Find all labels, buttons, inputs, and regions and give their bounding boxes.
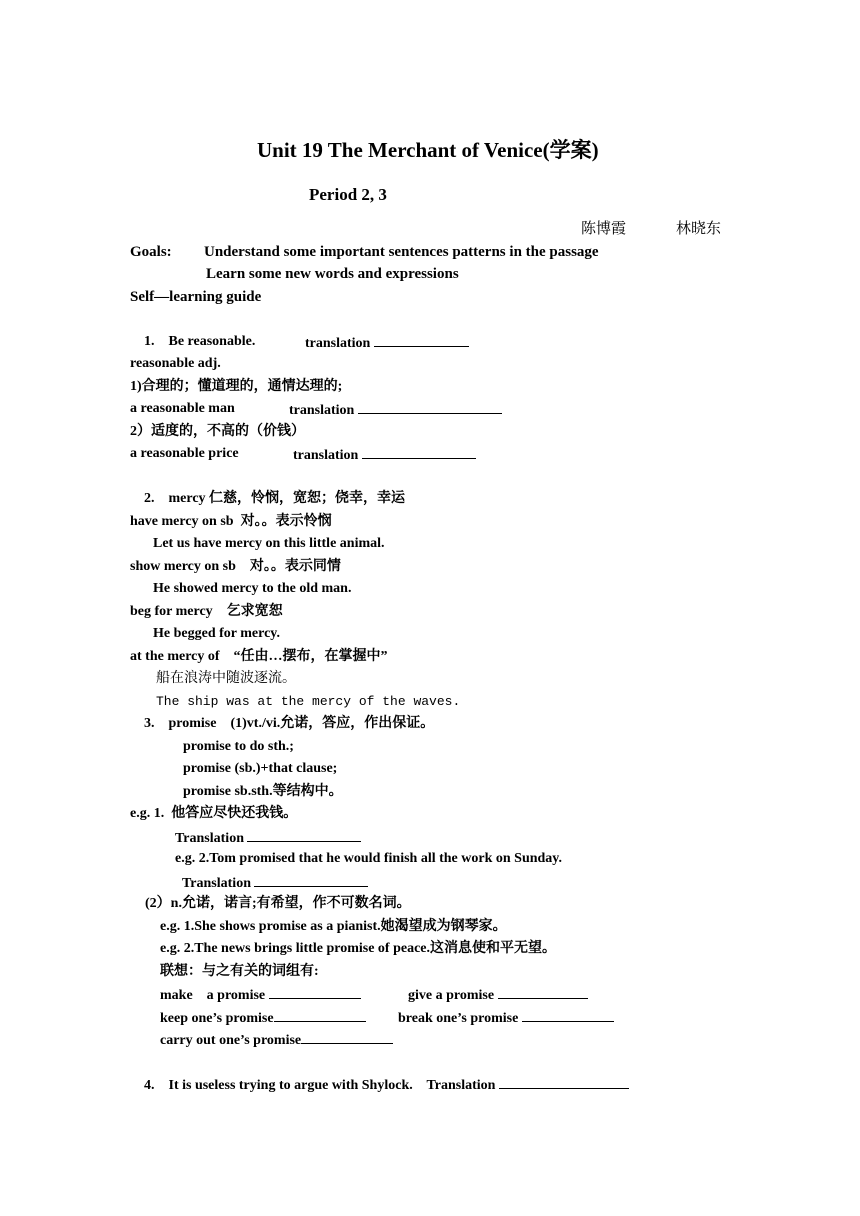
item-1-example-2-translation: translation: [293, 445, 476, 465]
item-2-phrase-1-example: Let us have mercy on this little animal.: [153, 536, 385, 551]
item-3-example-1: e.g. 1. 他答应尽快还我钱。: [130, 806, 298, 821]
guide-title: Self—learning guide: [130, 289, 262, 305]
item-2-phrase-1: have mercy on sb 对。。表示怜悯: [130, 514, 332, 529]
item-1-example-1-translation: translation: [289, 400, 502, 420]
collocation-carry-out-promise: carry out one’s promise: [160, 1030, 393, 1050]
collocation-keep-promise: keep one’s promise: [160, 1008, 366, 1028]
item-3-structure-1: promise to do sth.;: [183, 739, 294, 754]
item-3-example-1-translation: Translation: [175, 828, 361, 848]
item-2-phrase-4: at the mercy of “任由…摆布，在掌握中”: [130, 649, 388, 664]
item-3-example-2-translation: Translation: [182, 873, 368, 893]
goals-line-1: Understand some important sentences patterns in the passage: [204, 244, 599, 260]
item-3-noun-head: (2）n.允诺，诺言;有希望，作不可数名词。: [145, 896, 411, 911]
item-2-phrase-2: show mercy on sb 对。。表示同情: [130, 559, 341, 574]
item-2-head: 2. mercy 仁慈，怜悯，宽恕；侥幸，幸运: [144, 491, 406, 506]
item-1-head: 1. Be reasonable.: [144, 334, 256, 349]
author-2: 林晓东: [676, 221, 722, 237]
item-2-phrase-4-example: The ship was at the mercy of the waves.: [156, 694, 461, 709]
collocation-make-promise: make a promise: [160, 985, 361, 1005]
item-1-sense-1: 1)合理的；懂道理的，通情达理的;: [130, 379, 343, 394]
item-3-noun-example-2: e.g. 2.The news brings little promise of peace.这消息使和平无望。: [160, 941, 556, 956]
item-2-phrase-2-example: He showed mercy to the old man.: [153, 581, 352, 596]
goals-line-2: Learn some new words and expressions: [206, 266, 459, 282]
item-1-word: reasonable adj.: [130, 356, 221, 371]
item-3-structure-3: promise sb.sth.等结构中。: [183, 784, 343, 799]
item-3-head: 3. promise (1)vt./vi.允诺，答应，作出保证。: [144, 716, 435, 731]
collocation-give-promise: give a promise: [408, 985, 588, 1005]
period-label: Period 2, 3: [309, 185, 387, 204]
item-3-structure-2: promise (sb.)+that clause;: [183, 761, 338, 776]
page-title: Unit 19 The Merchant of Venice(学案): [257, 138, 599, 162]
item-1-sense-2: 2）适度的，不高的（价钱）: [130, 424, 305, 439]
item-2-phrase-4-chinese: 船在浪涛中随波逐流。: [156, 671, 296, 686]
item-4-head: 4. It is useless trying to argue with Shylock. Translation: [144, 1075, 629, 1095]
author-1: 陈博霞: [581, 221, 627, 237]
item-3-example-2: e.g. 2.Tom promised that he would finish all the work on Sunday.: [175, 851, 563, 866]
goals-label: Goals:: [130, 244, 172, 260]
item-3-noun-example-1: e.g. 1.She shows promise as a pianist.她渴望成为钢琴家。: [160, 919, 507, 934]
item-2-phrase-3: beg for mercy 乞求宽恕: [130, 604, 283, 619]
item-2-phrase-3-example: He begged for mercy.: [153, 626, 281, 641]
item-1-example-1: a reasonable man: [130, 401, 235, 416]
collocation-break-promise: break one’s promise: [398, 1008, 614, 1028]
item-1-translation: translation: [305, 333, 469, 353]
item-3-association: 联想：与之有关的词组有:: [160, 964, 319, 979]
item-1-example-2: a reasonable price: [130, 446, 239, 461]
